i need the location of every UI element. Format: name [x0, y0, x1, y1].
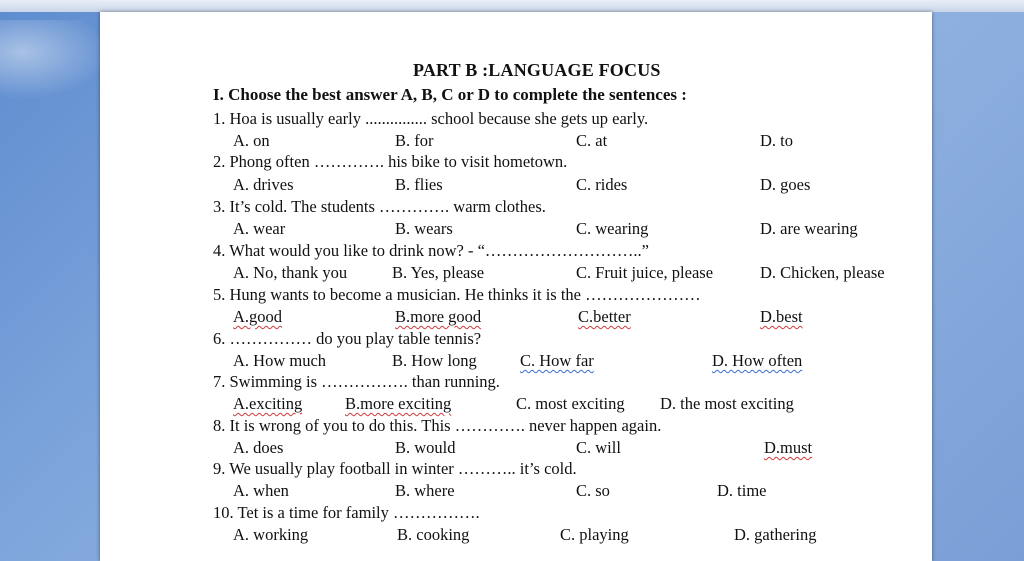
q4-option-c: C. Fruit juice, please [576, 263, 714, 282]
q8-option-a: A. does [233, 438, 284, 457]
background-glare [0, 20, 110, 100]
question-5: 5. Hung wants to become a musician. He thinks it is the ………………… [213, 285, 701, 304]
q8-option-b: B. would [395, 438, 456, 457]
q2-option-c: C. rides [576, 175, 628, 194]
window-top-bar [0, 0, 1024, 12]
q10-option-b: B. cooking [397, 525, 470, 544]
q6-option-c: C. How far [520, 351, 594, 370]
q1-option-a: A. on [233, 131, 270, 150]
q8-option-c: C. will [576, 438, 621, 457]
q7-option-d: D. the most exciting [660, 394, 794, 413]
q2-option-b: B. flies [395, 175, 443, 194]
q2-option-a: A. drives [233, 175, 294, 194]
instruction-heading: I. Choose the best answer A, B, C or D to complete the sentences : [213, 85, 687, 104]
q1-option-d: D. to [760, 131, 793, 150]
q1-option-b: B. for [395, 131, 434, 150]
q6-option-a: A. How much [233, 351, 327, 370]
question-9: 9. We usually play football in winter ……….. it’s cold. [213, 459, 577, 478]
question-4: 4. What would you like to drink now? - “………………………..” [213, 241, 649, 260]
q9-option-c: C. so [576, 481, 610, 500]
question-2: 2. Phong often …………. his bike to visit hometown. [213, 152, 568, 171]
q4-option-a: A. No, thank you [233, 263, 348, 282]
document-page [100, 12, 932, 561]
q10-option-d: D. gathering [734, 525, 817, 544]
q9-option-d: D. time [717, 481, 767, 500]
page-title: PART B :LANGUAGE FOCUS [413, 60, 661, 80]
q4-option-b: B. Yes, please [392, 263, 485, 282]
question-10: 10. Tet is a time for family ……………. [213, 503, 480, 522]
q7-option-b: B.more exciting [345, 394, 452, 413]
q1-option-c: C. at [576, 131, 608, 150]
question-1: 1. Hoa is usually early ............... school because she gets up early. [213, 109, 649, 128]
q2-option-d: D. goes [760, 175, 811, 194]
question-3: 3. It’s cold. The students …………. warm clothes. [213, 197, 546, 216]
question-7: 7. Swimming is ……………. than running. [213, 372, 500, 391]
q3-option-b: B. wears [395, 219, 453, 238]
q5-option-b: B.more good [395, 307, 482, 326]
q9-option-a: A. when [233, 481, 289, 500]
q4-option-d: D. Chicken, please [760, 263, 885, 282]
q5-option-d: D.best [760, 307, 803, 326]
q3-option-d: D. are wearing [760, 219, 858, 238]
q5-option-a: A.good [233, 307, 283, 326]
q6-option-d: D. How often [712, 351, 803, 370]
q5-option-c: C.better [578, 307, 631, 326]
q3-option-c: C. wearing [576, 219, 649, 238]
question-6: 6. …………… do you play table tennis? [213, 329, 482, 348]
q3-option-a: A. wear [233, 219, 286, 238]
question-8: 8. It is wrong of you to do this. This …………. never happen again. [213, 416, 662, 435]
q10-option-a: A. working [233, 525, 309, 544]
q7-option-a: A.exciting [233, 394, 303, 413]
q7-option-c: C. most exciting [516, 394, 625, 413]
q6-option-b: B. How long [392, 351, 477, 370]
q9-option-b: B. where [395, 481, 455, 500]
q10-option-c: C. playing [560, 525, 629, 544]
q8-option-d: D.must [764, 438, 813, 457]
